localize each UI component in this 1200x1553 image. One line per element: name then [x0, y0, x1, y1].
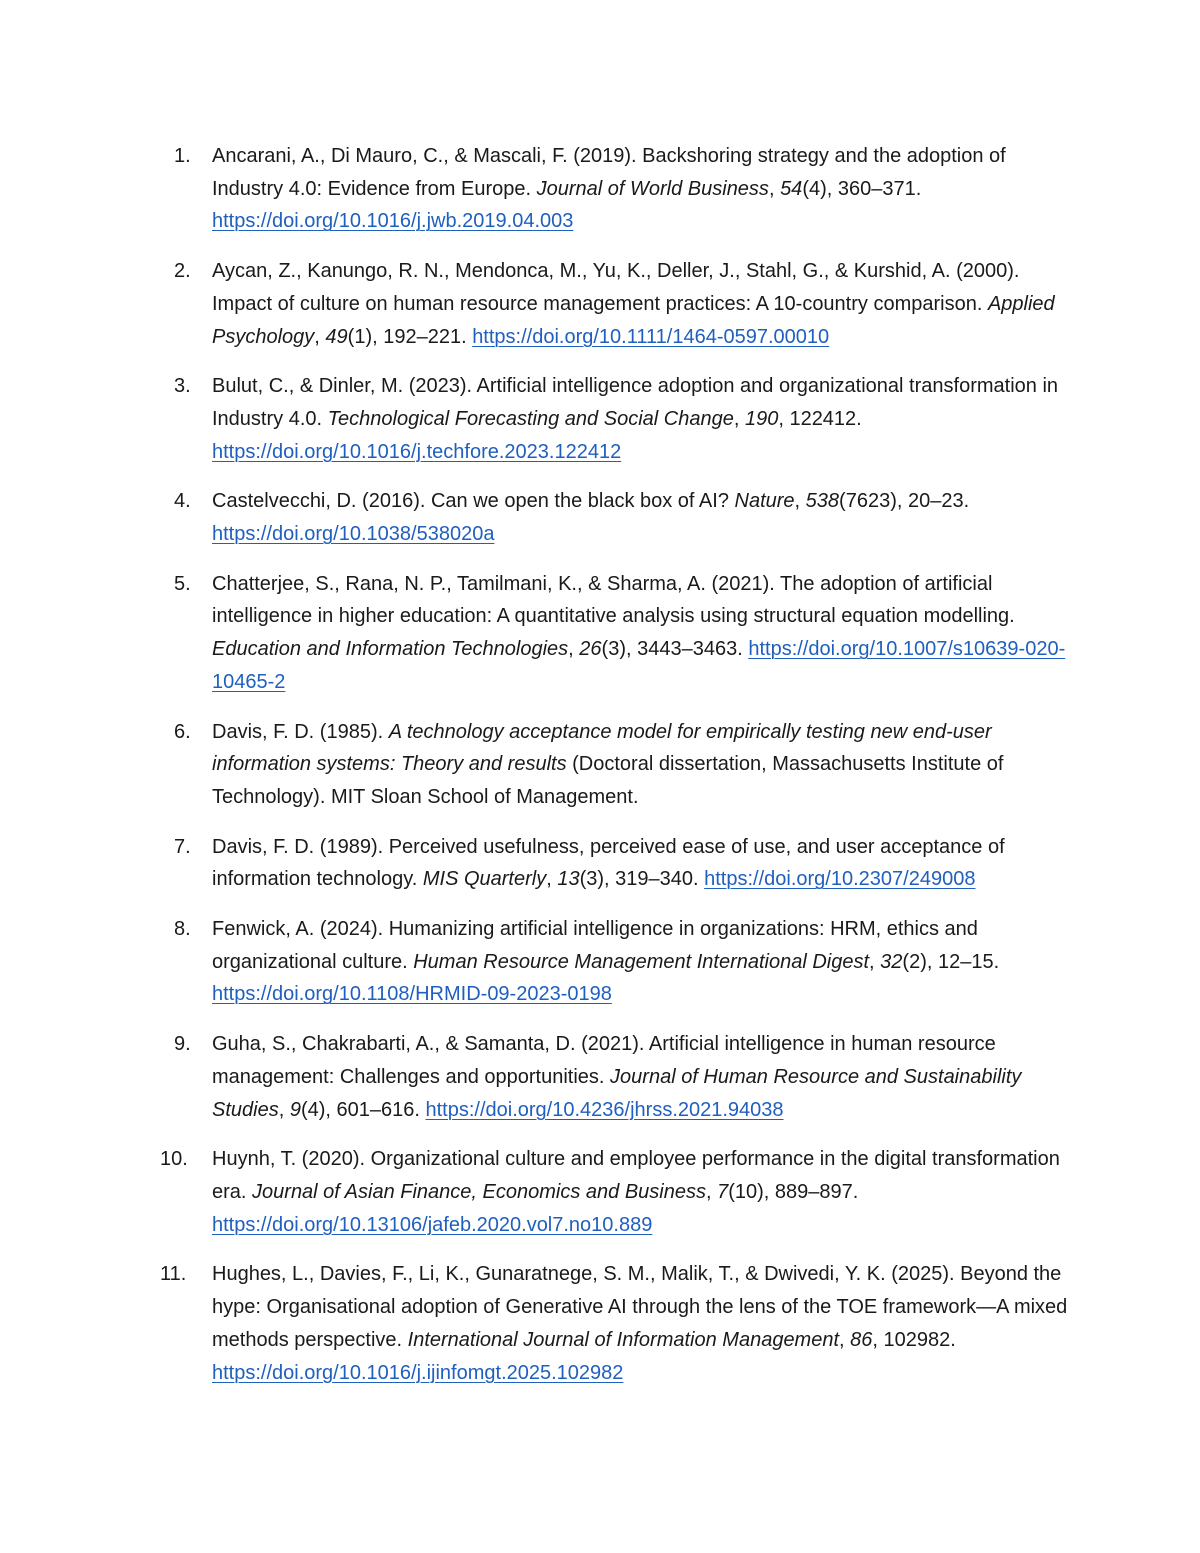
doi-link[interactable]: https://doi.org/10.1016/j.jwb.2019.04.003 [212, 210, 574, 233]
journal-title: Journal of Human Resource and Sustainability Studies [212, 1065, 1022, 1121]
reference-item [160, 568, 1080, 699]
reference-item [160, 370, 1080, 468]
reference-item [160, 255, 1080, 353]
reference-list [160, 140, 1080, 1406]
journal-title: International Journal of Information Management [407, 1328, 840, 1351]
reference-number: 6. [174, 720, 191, 743]
doi-link[interactable]: https://doi.org/10.1108/HRMID-09-2023-0198 [212, 983, 612, 1006]
journal-title: Applied Psychology [212, 292, 1055, 348]
reference-number: 11. [160, 1263, 187, 1286]
reference-item [160, 831, 1080, 896]
volume: 49 [325, 325, 348, 348]
journal-title: Education and Information Technologies [212, 638, 569, 661]
journal-title: Journal of Asian Finance, Economics and Business [252, 1180, 706, 1203]
reference-number: 1. [174, 145, 191, 167]
reference-text: Aycan, Z., Kanungo, R. N., Mendonca, M., Yu, K., Deller, J., Stahl, G., & Kurshid, A. (2000). Impact of culture on human resource management practices: A 10-country comparison. Applied Psychology, 49(1), 192–221. https://doi.org/10.1111/1464-0597.00010 [212, 260, 1055, 348]
reference-number: 10. [160, 1148, 188, 1171]
reference-item [160, 1143, 1080, 1241]
reference-text: Huynh, T. (2020). Organizational culture and employee performance in the digital transformation era. Journal of Asian Finance, Economics and Business, 7(10), 889–897. https://doi.org/10.13106/jafeb.2020.vol7.no10.889 [212, 1148, 1060, 1236]
reference-text: Guha, S., Chakrabarti, A., & Samanta, D. (2021). Artificial intelligence in human resource management: Challenges and opportunities. Journal of Human Resource and Sustainability Studies, 9(4), 601–616. https://doi.org/10.4236/jhrss.2021.94038 [212, 1033, 1022, 1121]
doi-link[interactable]: https://doi.org/10.1007/s10639-020-10465-2 [212, 638, 1066, 693]
volume: 538 [805, 490, 840, 513]
doi-link[interactable]: https://doi.org/10.13106/jafeb.2020.vol7.no10.889 [212, 1213, 653, 1236]
volume: 54 [780, 177, 803, 200]
reference-number: 8. [174, 918, 191, 941]
doi-link[interactable]: https://doi.org/10.1016/j.techfore.2023.122412 [212, 440, 622, 463]
reference-text: Chatterjee, S., Rana, N. P., Tamilmani, K., & Sharma, A. (2021). The adoption of artificial intelligence in higher education: A quantitative analysis using structural equation modelling. Education and Information Technologies, 26(3), 3443–3463. https://doi.org/10.1007/s10639-020-10465-2 [212, 572, 1066, 693]
reference-text: Davis, F. D. (1989). Perceived usefulness, perceived ease of use, and user acceptance of information technology. MIS Quarterly, 13(3), 319–340. https://doi.org/10.2307/249008 [212, 835, 1005, 891]
volume: 7 [717, 1180, 729, 1203]
doi-link[interactable]: https://doi.org/10.4236/jhrss.2021.94038 [425, 1098, 784, 1121]
reference-text: Bulut, C., & Dinler, M. (2023). Artificial intelligence adoption and organizational transformation in Industry 4.0. Technological Forecasting and Social Change, 190, 122412. https://doi.org/10.1016/j.techfore.2023.122412 [212, 375, 1059, 463]
journal-title: Journal of World Business [536, 177, 769, 200]
volume: 32 [880, 950, 903, 973]
reference-item [160, 913, 1080, 1011]
reference-number: 9. [174, 1033, 191, 1056]
reference-number: 5. [174, 572, 191, 595]
volume: 190 [744, 407, 779, 430]
journal-title: Technological Forecasting and Social Change [327, 407, 734, 430]
reference-text: Castelvecchi, D. (2016). Can we open the black box of AI? Nature, 538(7623), 20–23. https://doi.org/10.1038/538020a [212, 490, 970, 546]
reference-item [160, 485, 1080, 550]
doi-link[interactable]: https://doi.org/10.2307/249008 [704, 868, 976, 891]
journal-title: Nature [734, 490, 795, 513]
doi-link[interactable]: https://doi.org/10.1016/j.ijinfomgt.2025.102982 [212, 1361, 624, 1384]
journal-title: Human Resource Management International Digest [413, 950, 870, 973]
reference-number: 7. [174, 835, 191, 858]
doi-link[interactable]: https://doi.org/10.1038/538020a [212, 523, 495, 546]
volume: 26 [579, 638, 602, 661]
reference-item [160, 716, 1080, 814]
volume: 9 [289, 1098, 301, 1121]
journal-title: MIS Quarterly [422, 868, 547, 891]
dissertation-title: A technology acceptance model for empirically testing new end-user information systems: Theory and results [212, 720, 992, 776]
volume: 13 [557, 868, 580, 891]
reference-number: 3. [174, 375, 191, 398]
reference-text: Davis, F. D. (1985). A technology acceptance model for empirically testing new end-user information systems: Theory and results (Doctoral dissertation, Massachusetts Institute of Technology). MIT Sloan School of Management. [212, 720, 1004, 808]
reference-text: Fenwick, A. (2024). Humanizing artificial intelligence in organizations: HRM, ethics and organizational culture. Human Resource Management International Digest, 32(2), 12–15. https://doi.org/10.1108/HRMID-09-2023-0198 [212, 918, 1000, 1006]
reference-number: 4. [174, 490, 191, 513]
reference-item [160, 1258, 1080, 1389]
volume: 86 [850, 1328, 873, 1351]
doi-link[interactable]: https://doi.org/10.1111/1464-0597.00010 [472, 325, 830, 348]
reference-text: Hughes, L., Davies, F., Li, K., Gunaratnege, S. M., Malik, T., & Dwivedi, Y. K. (2025). Beyond the hype: Organisational adoption of Generative AI through the lens of the TOE framework—A mixed methods perspective. International Journal of Information Management, 86, 102982. https://doi.org/10.1016/j.ijinfomgt.2025.102982 [212, 1263, 1068, 1384]
reference-item [160, 140, 1080, 238]
reference-item [160, 1028, 1080, 1126]
reference-text: Ancarani, A., Di Mauro, C., & Mascali, F. (2019). Backshoring strategy and the adoption of Industry 4.0: Evidence from Europe. Journal of World Business, 54(4), 360–371. https://doi.org/10.1016/j.jwb.2019.04.003 [212, 145, 1006, 233]
reference-number: 2. [174, 260, 191, 283]
